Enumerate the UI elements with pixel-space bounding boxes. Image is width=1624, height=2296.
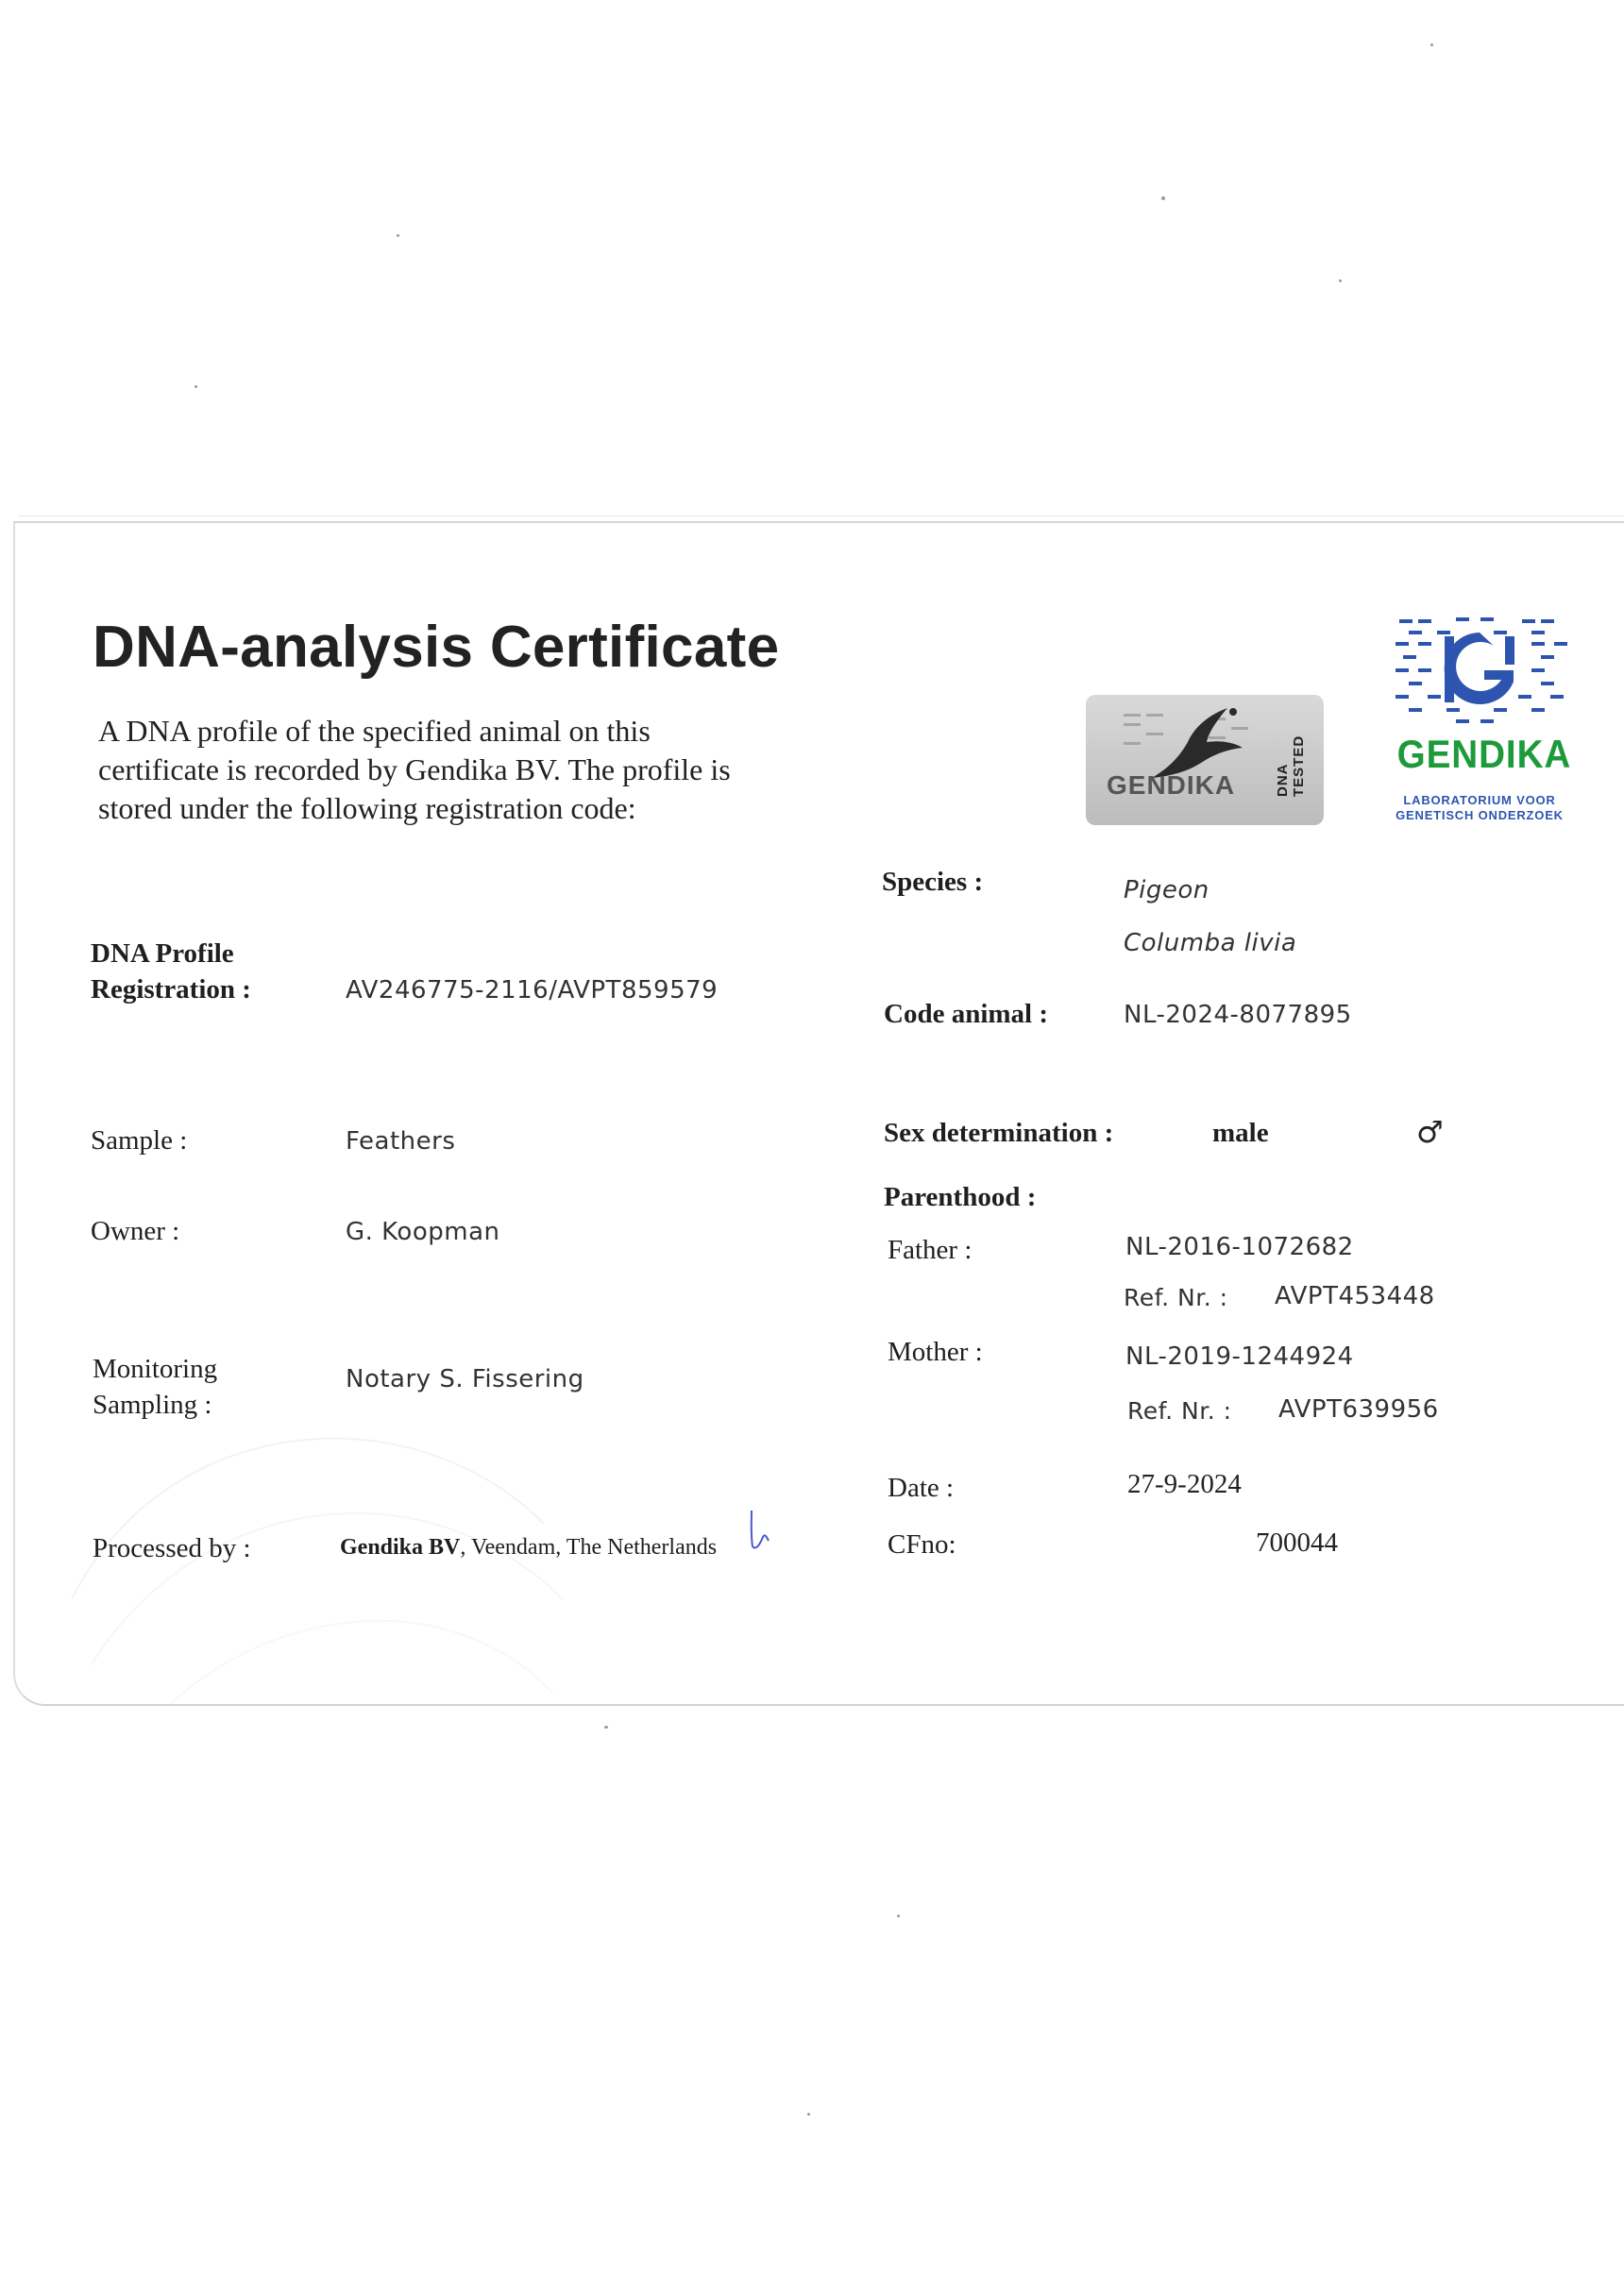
processed-value (340, 1535, 717, 1561)
certificate-card (13, 521, 1624, 1706)
species-common-value: Pigeon (1124, 876, 1210, 904)
card-top-edge (19, 515, 1624, 516)
cfno-label: CFno: (888, 1529, 956, 1560)
monitoring-label-2: Sampling : (93, 1390, 212, 1420)
owner-label: Owner : (91, 1216, 180, 1246)
cfno-value: 700044 (1256, 1528, 1338, 1558)
dna-tested-badge (1086, 695, 1324, 825)
monitoring-label-1: Monitoring (93, 1354, 218, 1384)
owner-value: G. Koopman (346, 1218, 500, 1246)
gendika-logo-icon (1390, 614, 1569, 727)
male-symbol-icon: ♂ (1416, 1114, 1444, 1150)
father-label: Father : (888, 1235, 973, 1265)
scan-speck (897, 1915, 900, 1917)
dna-profile-label-1: DNA Profile (91, 938, 234, 969)
badge-side-text: DNA TESTED (1275, 734, 1307, 797)
code-animal-label: Code animal : (884, 999, 1048, 1029)
tagline-line-1: LABORATORIUM VOOR (1403, 793, 1556, 807)
dna-profile-label-2: Registration : (91, 974, 251, 1004)
processed-company: Gendika BV (340, 1535, 461, 1560)
scan-speck (1161, 196, 1165, 200)
date-label: Date : (888, 1473, 955, 1503)
dna-profile-value: AV246775-2116/AVPT859579 (346, 976, 719, 1004)
code-animal-value: NL-2024-8077895 (1124, 1001, 1352, 1029)
certificate-intro: A DNA profile of the specified animal on this certificate is recorded by Gendika BV. The profile is stored under the following registration code: (98, 714, 731, 825)
parenthood-label: Parenthood : (884, 1182, 1037, 1212)
scan-speck (604, 1726, 608, 1729)
mother-ref-label: Ref. Nr. : (1127, 1397, 1232, 1425)
mother-value: NL-2019-1244924 (1125, 1342, 1354, 1371)
mother-ref-value: AVPT639956 (1278, 1395, 1439, 1424)
mother-label: Mother : (888, 1337, 983, 1367)
scan-speck (807, 2113, 810, 2116)
scan-speck (397, 234, 399, 237)
father-ref-label: Ref. Nr. : (1124, 1284, 1228, 1311)
date-value: 27-9-2024 (1127, 1469, 1242, 1499)
father-ref-value: AVPT453448 (1275, 1282, 1435, 1310)
sex-determination-label: Sex determination : (884, 1118, 1114, 1148)
tagline-line-2: GENETISCH ONDERZOEK (1396, 808, 1564, 822)
sample-label: Sample : (91, 1125, 188, 1156)
scan-speck (1339, 279, 1342, 282)
father-value: NL-2016-1072682 (1125, 1233, 1354, 1261)
sample-value: Feathers (346, 1127, 456, 1156)
processed-label: Processed by : (93, 1533, 251, 1563)
processed-location: , Veendam, The Netherlands (460, 1535, 718, 1560)
monitoring-value: Notary S. Fissering (346, 1365, 584, 1393)
species-label: Species : (882, 867, 984, 897)
scan-speck (1430, 43, 1433, 46)
species-latin-value: Columba livia (1124, 929, 1297, 957)
gendika-logo-name: GENDIKA (1396, 732, 1572, 776)
scan-speck (195, 385, 197, 388)
gendika-logo-tagline (1380, 793, 1579, 823)
sex-value: male (1212, 1118, 1269, 1148)
handwritten-tick-mark (746, 1509, 774, 1552)
badge-brand-text: GENDIKA (1107, 770, 1236, 800)
certificate-title: DNA-analysis Certificate (93, 615, 780, 680)
